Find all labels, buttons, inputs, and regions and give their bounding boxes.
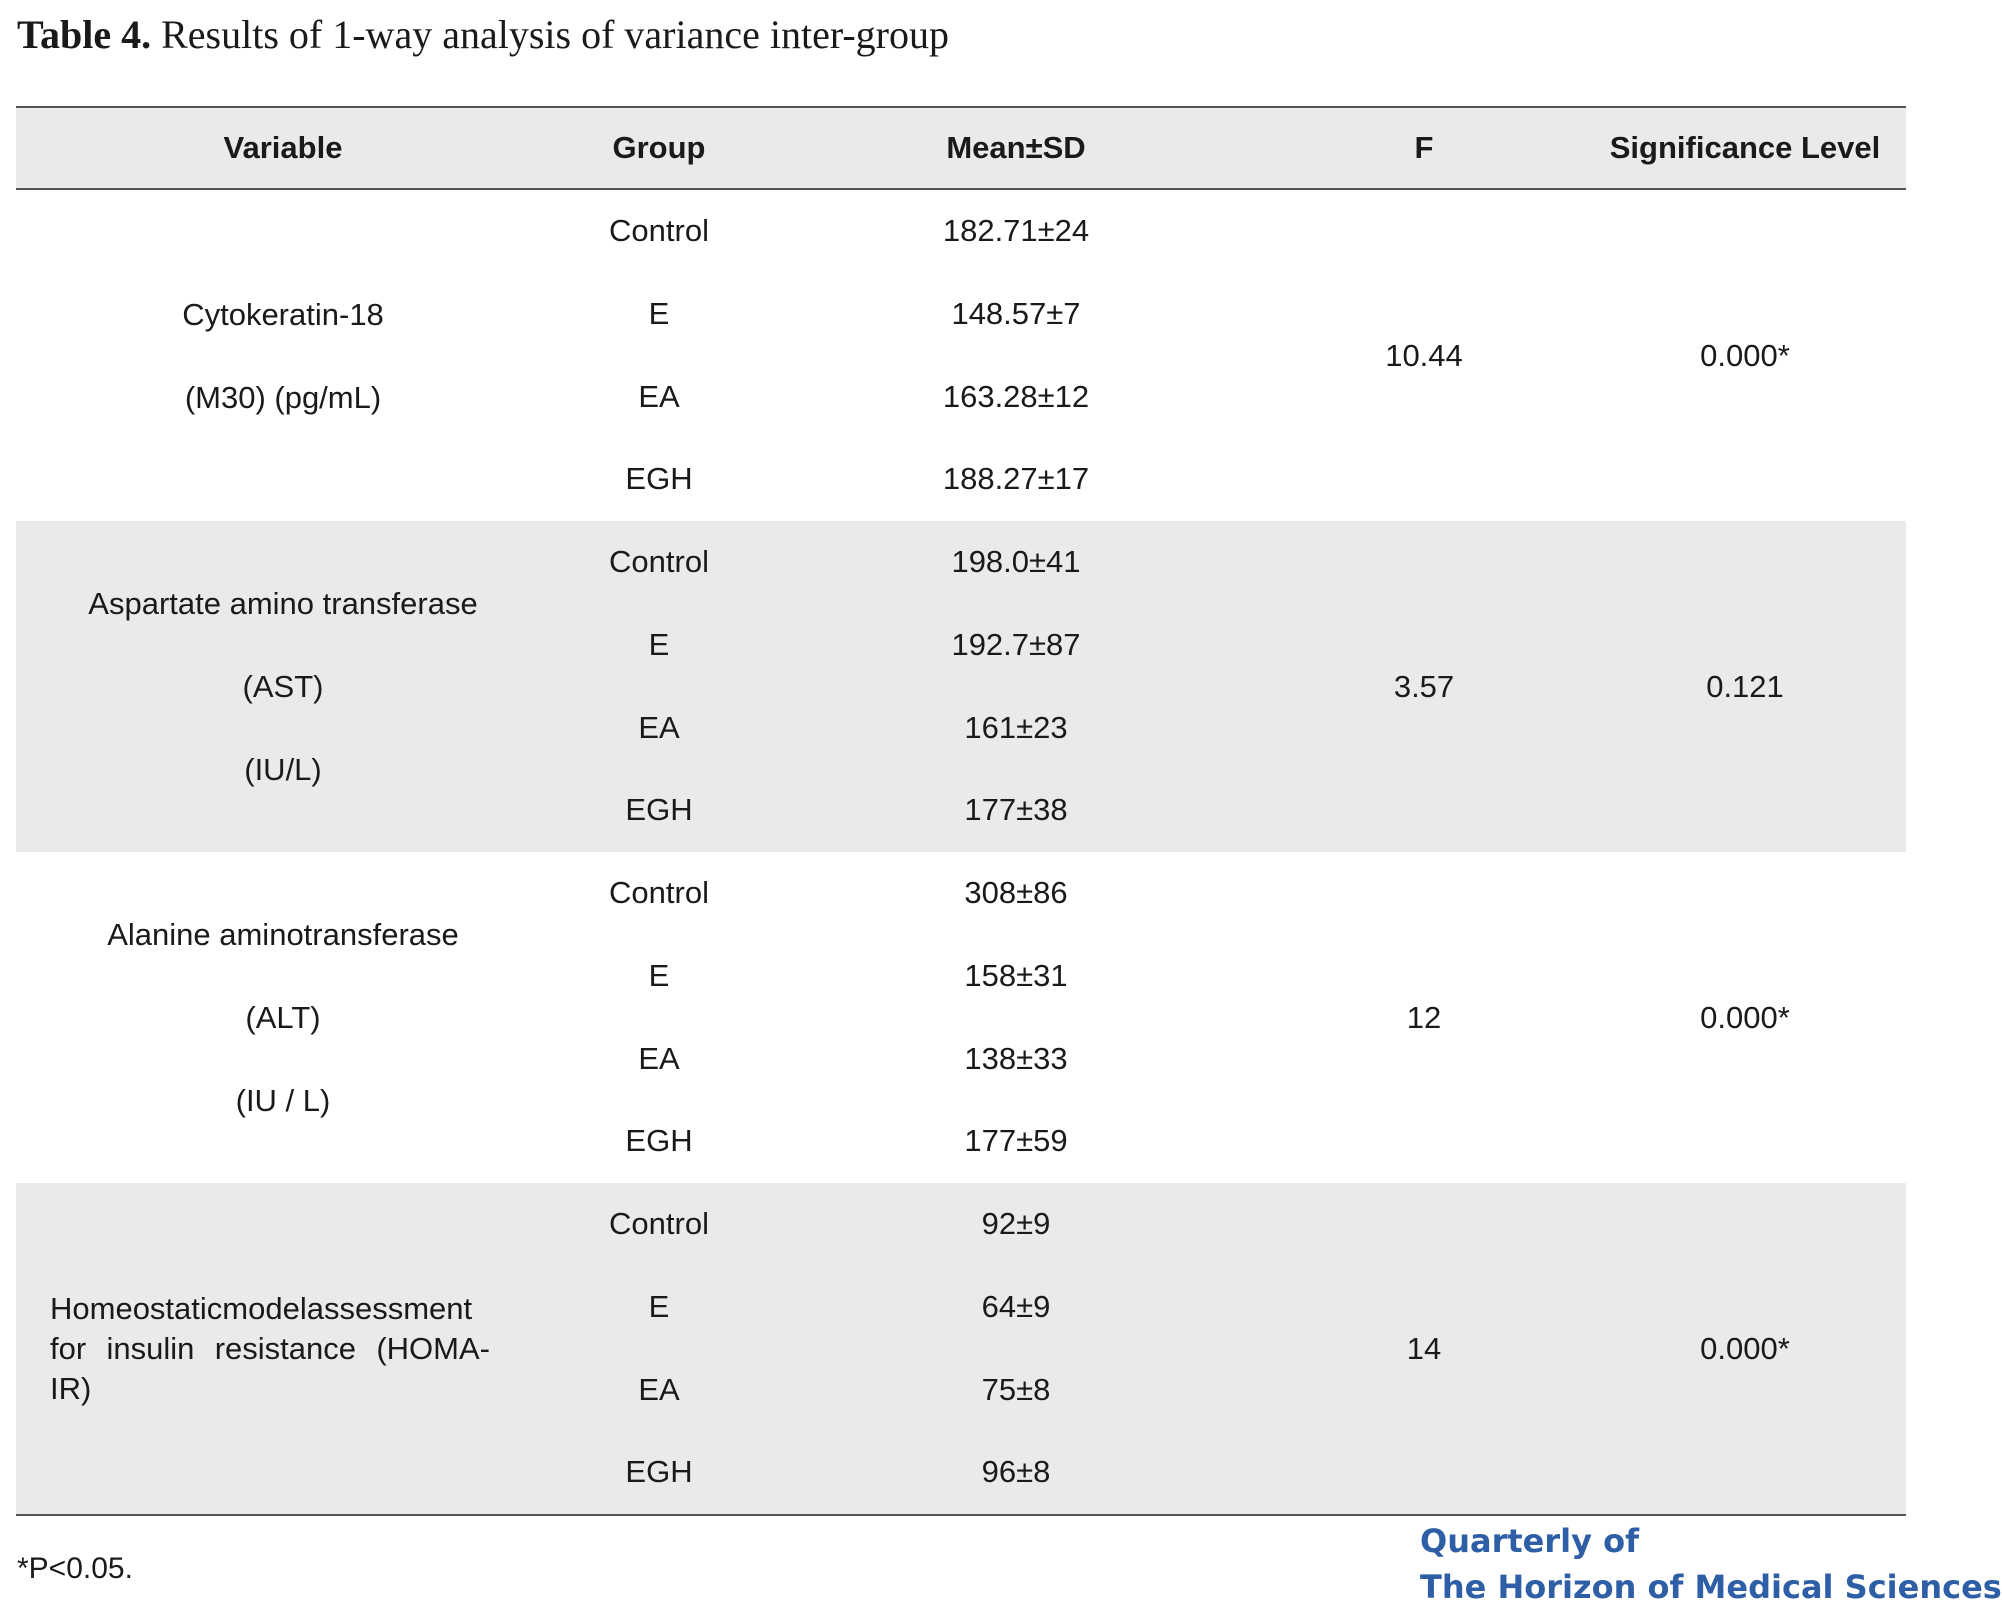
significance-cell: 0.000* (1700, 1000, 1790, 1035)
group-cell: Control (609, 1206, 709, 1241)
table-header-row (16, 108, 1906, 190)
table-row (550, 1266, 1264, 1349)
table-row (550, 1431, 1264, 1514)
table-row (550, 1100, 1264, 1183)
table-row (550, 1183, 1264, 1266)
mean-sd-cell: 177±38 (964, 792, 1068, 828)
table-row (550, 356, 1264, 439)
mean-sd-cell: 177±59 (964, 1123, 1068, 1159)
group-cell: EGH (625, 1454, 693, 1490)
table-caption (17, 10, 949, 60)
mean-sd-cell: 92±9 (981, 1206, 1051, 1241)
significance-cell: 0.000* (1700, 1331, 1790, 1366)
table-row (550, 687, 1264, 770)
table-row-group (16, 190, 1906, 521)
header-f: F (1414, 130, 1434, 165)
header-variable: Variable (223, 130, 343, 165)
table-row (550, 521, 1264, 604)
journal-logo-line2: The Horizon of Medical Sciences (1420, 1568, 2002, 1606)
table-row-group (16, 1183, 1906, 1516)
mean-sd-cell: 158±31 (964, 957, 1068, 993)
journal-logo-line1: Quarterly of (1420, 1522, 1640, 1560)
mean-sd-cell: 64±9 (981, 1288, 1051, 1324)
table-row-group (16, 521, 1906, 852)
group-cell: EGH (625, 461, 693, 497)
significance-cell: 0.000* (1700, 338, 1790, 373)
group-cell: E (648, 295, 670, 331)
f-value-cell: 12 (1406, 1000, 1442, 1035)
table-row-group (16, 852, 1906, 1183)
group-cell: Control (609, 213, 709, 248)
variable-cell (16, 521, 550, 852)
variable-cell (16, 190, 550, 521)
f-value-cell: 14 (1406, 1331, 1442, 1366)
variable-line: Alanine aminotransferase (107, 917, 459, 952)
f-value-cell: 3.57 (1393, 669, 1455, 704)
mean-sd-cell: 96±8 (981, 1454, 1051, 1490)
variable-word: Homeostatic (50, 1290, 223, 1326)
variable-cell (16, 852, 550, 1183)
table-row (550, 1349, 1264, 1432)
group-cell: E (648, 957, 670, 993)
group-cell: Control (609, 544, 709, 579)
anova-table (16, 106, 1906, 1516)
variable-word: assessment (306, 1290, 473, 1326)
group-cell: E (648, 1288, 670, 1324)
variable-line: (AST) (242, 669, 324, 704)
table-caption-text: Results of 1-way analysis of variance inter-group (161, 12, 949, 57)
mean-sd-cell: 138±33 (964, 1040, 1068, 1076)
variable-line: for insulin resistance (HOMA-IR) (50, 1330, 490, 1406)
mean-sd-cell: 308±86 (964, 875, 1068, 910)
mean-sd-cell: 182.71±24 (942, 213, 1090, 248)
group-cell: EGH (625, 792, 693, 828)
group-cell: E (648, 626, 670, 662)
variable-cell (16, 1183, 490, 1514)
table-caption-label: Table 4. (17, 12, 152, 57)
variable-line: Aspartate amino transferase (88, 586, 478, 621)
table-row (550, 1018, 1264, 1101)
mean-sd-cell: 163.28±12 (942, 378, 1090, 414)
header-group: Group (612, 130, 706, 165)
mean-sd-cell: 148.57±7 (951, 295, 1081, 331)
group-cell: EA (638, 1040, 680, 1076)
variable-word: model (222, 1290, 307, 1326)
mean-sd-cell: 75±8 (981, 1371, 1051, 1407)
variable-line: (IU/L) (244, 752, 322, 787)
mean-sd-cell: 192.7±87 (951, 626, 1081, 662)
mean-sd-cell: 198.0±41 (951, 544, 1081, 579)
variable-line: (M30) (pg/mL) (184, 379, 382, 415)
variable-line: (IU / L) (235, 1083, 331, 1118)
table-row (550, 190, 1264, 273)
variable-line: (ALT) (245, 1000, 321, 1035)
significance-cell: 0.121 (1706, 669, 1784, 704)
group-cell: EGH (625, 1123, 693, 1159)
table-row (550, 852, 1264, 935)
group-cell: Control (609, 875, 709, 910)
table-footnote: *P<0.05. (17, 1552, 133, 1585)
group-cell: EA (638, 709, 680, 745)
mean-sd-cell: 161±23 (964, 709, 1068, 745)
f-value-cell: 10.44 (1385, 338, 1463, 373)
table-row (550, 273, 1264, 356)
group-cell: EA (638, 1371, 680, 1407)
variable-line (50, 1289, 473, 1329)
table-row (550, 438, 1264, 521)
journal-logo (1420, 1518, 2002, 1610)
table-row (550, 935, 1264, 1018)
variable-line: Cytokeratin-18 (182, 296, 384, 332)
table-row (550, 604, 1264, 687)
group-cell: EA (638, 378, 680, 414)
header-mean-sd: Mean±SD (946, 130, 1086, 165)
mean-sd-cell: 188.27±17 (942, 461, 1090, 497)
table-row (550, 769, 1264, 852)
header-significance-level: Significance Level (1609, 130, 1881, 165)
